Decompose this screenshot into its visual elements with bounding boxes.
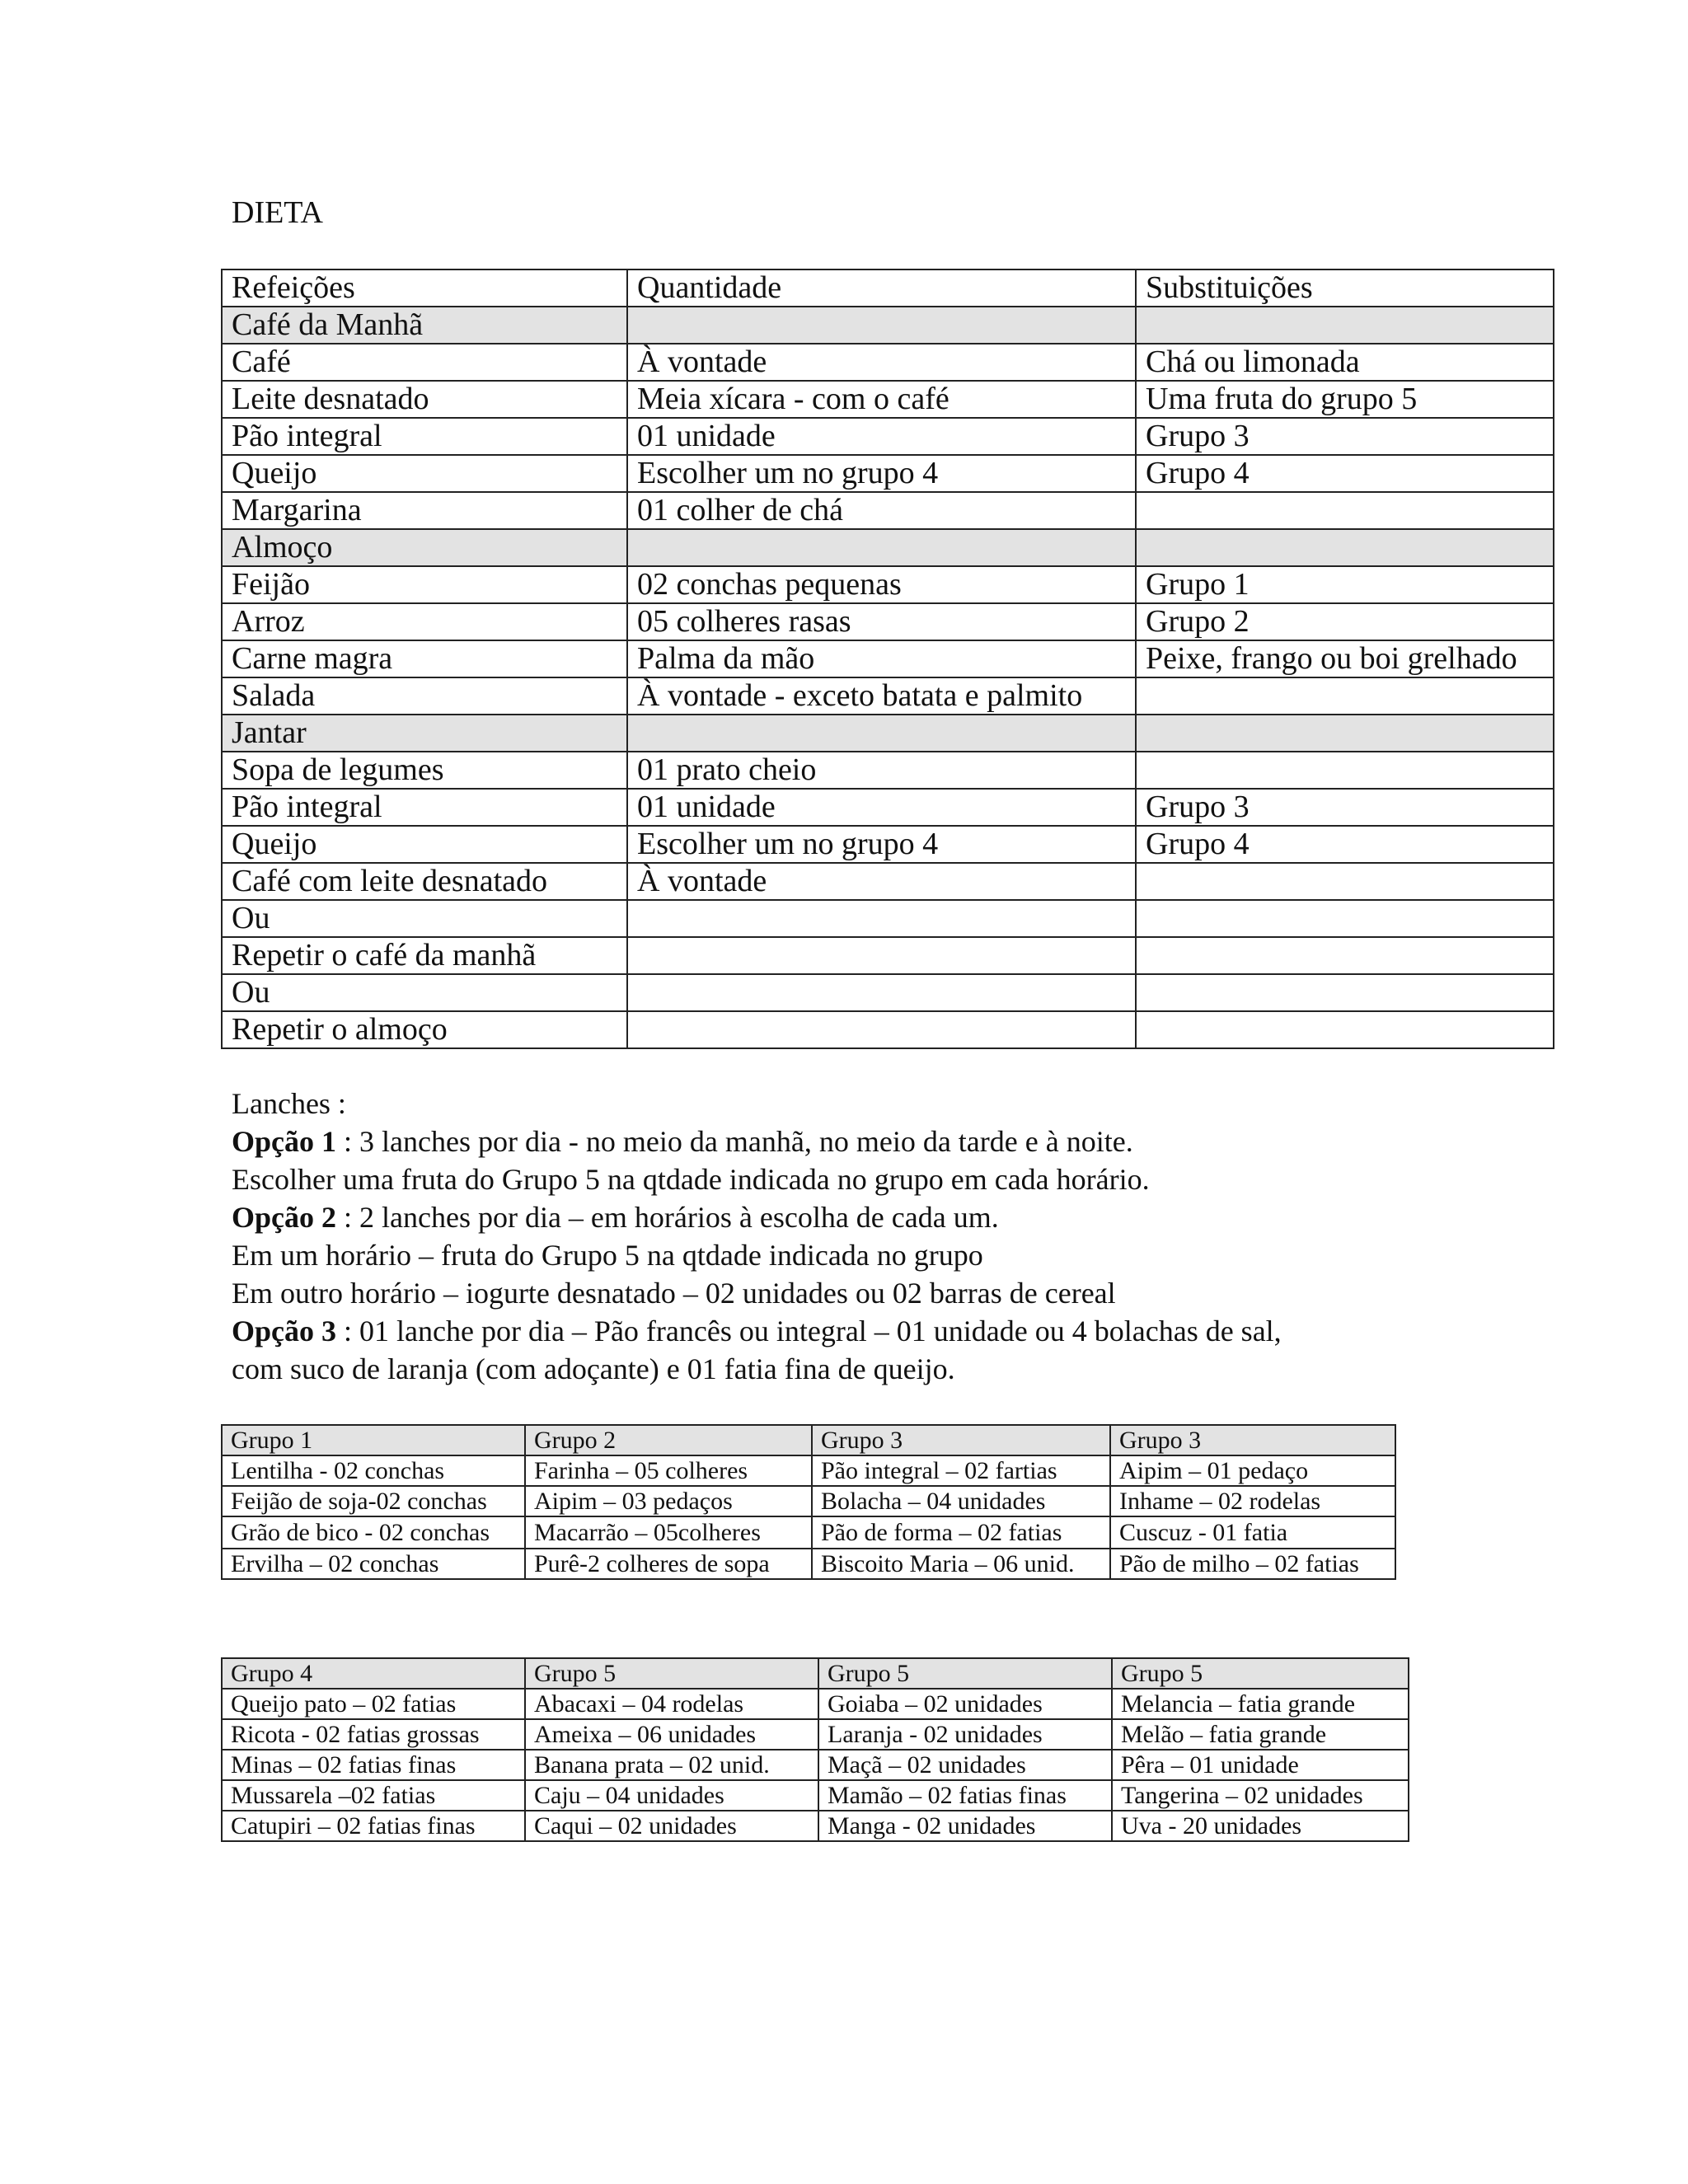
- table-cell: Grupo 3: [1136, 418, 1554, 455]
- table-row: [222, 1750, 1409, 1780]
- column-header: Grupo 5: [818, 1658, 1112, 1689]
- table-cell: Catupiri – 02 fatias finas: [222, 1811, 525, 1841]
- table-cell: 02 conchas pequenas: [627, 566, 1136, 603]
- table-cell: Biscoito Maria – 06 unid.: [812, 1549, 1110, 1579]
- table-cell: Sopa de legumes: [222, 752, 627, 789]
- table-cell: [1136, 1011, 1554, 1048]
- option-2-line-3: Em outro horário – iogurte desnatado – 02 unidades ou 02 barras de cereal: [232, 1277, 1116, 1310]
- table-cell: Inhame – 02 rodelas: [1110, 1486, 1395, 1516]
- table-cell: 01 unidade: [627, 789, 1136, 826]
- table-cell: Macarrão – 05colheres: [525, 1516, 812, 1549]
- table-cell: Caqui – 02 unidades: [525, 1811, 818, 1841]
- option-2-text: : 2 lanches por dia – em horários à escolha de cada um.: [336, 1201, 999, 1234]
- table-cell: 05 colheres rasas: [627, 603, 1136, 640]
- table-cell: À vontade: [627, 863, 1136, 900]
- table-cell: Grupo 1: [1136, 566, 1554, 603]
- table-cell: Escolher um no grupo 4: [627, 455, 1136, 492]
- table-row: [222, 603, 1554, 640]
- option-3: [232, 1312, 1282, 1350]
- option-2-label: Opção 2: [232, 1201, 337, 1234]
- table-cell: Queijo: [222, 826, 627, 863]
- table-cell: [1136, 863, 1554, 900]
- table-cell: Abacaxi – 04 rodelas: [525, 1689, 818, 1719]
- table-cell: Cuscuz - 01 fatia: [1110, 1516, 1395, 1549]
- table-cell: Mussarela –02 fatias: [222, 1780, 525, 1811]
- table-cell: 01 unidade: [627, 418, 1136, 455]
- food-groups-table-2: [221, 1657, 1409, 1842]
- column-header: Grupo 1: [222, 1425, 525, 1455]
- table-cell: Grão de bico - 02 conchas: [222, 1516, 525, 1549]
- table-cell: Ou: [222, 974, 627, 1011]
- table-row: [222, 677, 1554, 715]
- table-cell: Café com leite desnatado: [222, 863, 627, 900]
- table-cell: Café da Manhã: [222, 307, 627, 344]
- header-row: [222, 1425, 1395, 1455]
- table-cell: Bolacha – 04 unidades: [812, 1486, 1110, 1516]
- section-row: [222, 715, 1554, 752]
- table-cell: Grupo 4: [1136, 455, 1554, 492]
- table-cell: [1136, 492, 1554, 529]
- table-row: [222, 1689, 1409, 1719]
- table-cell: Uva - 20 unidades: [1112, 1811, 1409, 1841]
- header-row: [222, 269, 1554, 307]
- table-cell: Palma da mão: [627, 640, 1136, 677]
- table-row: [222, 492, 1554, 529]
- table-cell: Repetir o almoço: [222, 1011, 627, 1048]
- table-cell: Arroz: [222, 603, 627, 640]
- table-cell: Pão de milho – 02 fatias: [1110, 1549, 1395, 1579]
- table-cell: Banana prata – 02 unid.: [525, 1750, 818, 1780]
- table-row: [222, 1486, 1395, 1516]
- table-row: [222, 1455, 1395, 1486]
- table-cell: À vontade - exceto batata e palmito: [627, 677, 1136, 715]
- column-header: Grupo 2: [525, 1425, 812, 1455]
- table-cell: Salada: [222, 677, 627, 715]
- option-1-line-2: Escolher uma fruta do Grupo 5 na qtdade indicada no grupo em cada horário.: [232, 1163, 1150, 1196]
- table-row: [222, 1516, 1395, 1549]
- section-row: [222, 307, 1554, 344]
- table-cell: 01 colher de chá: [627, 492, 1136, 529]
- snacks-heading: Lanches :: [232, 1087, 346, 1120]
- table-cell: Laranja - 02 unidades: [818, 1719, 1112, 1750]
- table-cell: [1136, 974, 1554, 1011]
- table-row: [222, 344, 1554, 381]
- option-2: [232, 1198, 1282, 1236]
- table-cell: Minas – 02 fatias finas: [222, 1750, 525, 1780]
- table-cell: Jantar: [222, 715, 627, 752]
- table-cell: [1136, 529, 1554, 566]
- table-row: [222, 974, 1554, 1011]
- table-cell: Pão de forma – 02 fatias: [812, 1516, 1110, 1549]
- table-cell: Goiaba – 02 unidades: [818, 1689, 1112, 1719]
- table-row: [222, 455, 1554, 492]
- table-cell: Ricota - 02 fatias grossas: [222, 1719, 525, 1750]
- table-cell: [627, 529, 1136, 566]
- meal-table: [221, 269, 1554, 1049]
- table-cell: Ameixa – 06 unidades: [525, 1719, 818, 1750]
- table-cell: Farinha – 05 colheres: [525, 1455, 812, 1486]
- table-cell: Grupo 3: [1136, 789, 1554, 826]
- table-row: [222, 640, 1554, 677]
- table-cell: [627, 715, 1136, 752]
- table-cell: Carne magra: [222, 640, 627, 677]
- table-row: [222, 789, 1554, 826]
- table-cell: Manga - 02 unidades: [818, 1811, 1112, 1841]
- food-groups-table-1: [221, 1424, 1396, 1580]
- table-cell: Uma fruta do grupo 5: [1136, 381, 1554, 418]
- table-row: [222, 826, 1554, 863]
- option-1-text: : 3 lanches por dia - no meio da manhã, no meio da tarde e à noite.: [336, 1125, 1133, 1158]
- table-cell: Leite desnatado: [222, 381, 627, 418]
- option-3-label: Opção 3: [232, 1315, 337, 1347]
- table-cell: Meia xícara - com o café: [627, 381, 1136, 418]
- table-cell: [1136, 715, 1554, 752]
- table-row: [222, 1780, 1409, 1811]
- table-cell: [627, 1011, 1136, 1048]
- column-header: Grupo 3: [812, 1425, 1110, 1455]
- table-cell: 01 prato cheio: [627, 752, 1136, 789]
- snacks-section: [232, 1085, 1282, 1388]
- table-cell: [1136, 900, 1554, 937]
- table-cell: Peixe, frango ou boi grelhado: [1136, 640, 1554, 677]
- table-cell: Pão integral: [222, 789, 627, 826]
- table-cell: Feijão de soja-02 conchas: [222, 1486, 525, 1516]
- table-row: [222, 900, 1554, 937]
- table-cell: Caju – 04 unidades: [525, 1780, 818, 1811]
- column-header: Grupo 5: [525, 1658, 818, 1689]
- table-row: [222, 381, 1554, 418]
- table-cell: Aipim – 01 pedaço: [1110, 1455, 1395, 1486]
- table-row: [222, 752, 1554, 789]
- table-row: [222, 1011, 1554, 1048]
- option-1: [232, 1122, 1282, 1160]
- table-cell: [627, 974, 1136, 1011]
- table-cell: À vontade: [627, 344, 1136, 381]
- table-cell: Aipim – 03 pedaços: [525, 1486, 812, 1516]
- table-cell: Tangerina – 02 unidades: [1112, 1780, 1409, 1811]
- table-cell: Mamão – 02 fatias finas: [818, 1780, 1112, 1811]
- table-cell: Feijão: [222, 566, 627, 603]
- table-cell: Grupo 4: [1136, 826, 1554, 863]
- table-row: [222, 1811, 1409, 1841]
- table-cell: Pão integral: [222, 418, 627, 455]
- table-cell: Repetir o café da manhã: [222, 937, 627, 974]
- option-1-label: Opção 1: [232, 1125, 337, 1158]
- section-row: [222, 529, 1554, 566]
- table-row: [222, 1549, 1395, 1579]
- table-cell: Melancia – fatia grande: [1112, 1689, 1409, 1719]
- column-header: Grupo 5: [1112, 1658, 1409, 1689]
- option-3-text: : 01 lanche por dia – Pão francês ou integral – 01 unidade ou 4 bolachas de sal,: [336, 1315, 1282, 1347]
- table-cell: Almoço: [222, 529, 627, 566]
- table-cell: Melão – fatia grande: [1112, 1719, 1409, 1750]
- table-cell: Pão integral – 02 fartias: [812, 1455, 1110, 1486]
- option-2-line-2: Em um horário – fruta do Grupo 5 na qtdade indicada no grupo: [232, 1239, 983, 1272]
- table-cell: Chá ou limonada: [1136, 344, 1554, 381]
- table-cell: Margarina: [222, 492, 627, 529]
- table-cell: Escolher um no grupo 4: [627, 826, 1136, 863]
- table-cell: [627, 307, 1136, 344]
- column-header: Refeições: [222, 269, 627, 307]
- table-row: [222, 863, 1554, 900]
- column-header: Grupo 3: [1110, 1425, 1395, 1455]
- table-cell: [627, 900, 1136, 937]
- column-header: Substituições: [1136, 269, 1554, 307]
- table-cell: Ou: [222, 900, 627, 937]
- column-header: Grupo 4: [222, 1658, 525, 1689]
- table-cell: Ervilha – 02 conchas: [222, 1549, 525, 1579]
- table-cell: [1136, 937, 1554, 974]
- header-row: [222, 1658, 1409, 1689]
- table-cell: [1136, 307, 1554, 344]
- column-header: Quantidade: [627, 269, 1136, 307]
- table-cell: [1136, 677, 1554, 715]
- option-3-line-2: com suco de laranja (com adoçante) e 01 fatia fina de queijo.: [232, 1352, 955, 1385]
- table-cell: Queijo: [222, 455, 627, 492]
- table-row: [222, 937, 1554, 974]
- table-cell: Café: [222, 344, 627, 381]
- table-cell: Maçã – 02 unidades: [818, 1750, 1112, 1780]
- table-row: [222, 566, 1554, 603]
- table-cell: Lentilha - 02 conchas: [222, 1455, 525, 1486]
- table-row: [222, 1719, 1409, 1750]
- table-cell: Pêra – 01 unidade: [1112, 1750, 1409, 1780]
- table-cell: [1136, 752, 1554, 789]
- document-title: DIETA: [232, 195, 323, 230]
- table-row: [222, 418, 1554, 455]
- table-cell: Purê-2 colheres de sopa: [525, 1549, 812, 1579]
- table-cell: Grupo 2: [1136, 603, 1554, 640]
- table-cell: Queijo pato – 02 fatias: [222, 1689, 525, 1719]
- table-cell: [627, 937, 1136, 974]
